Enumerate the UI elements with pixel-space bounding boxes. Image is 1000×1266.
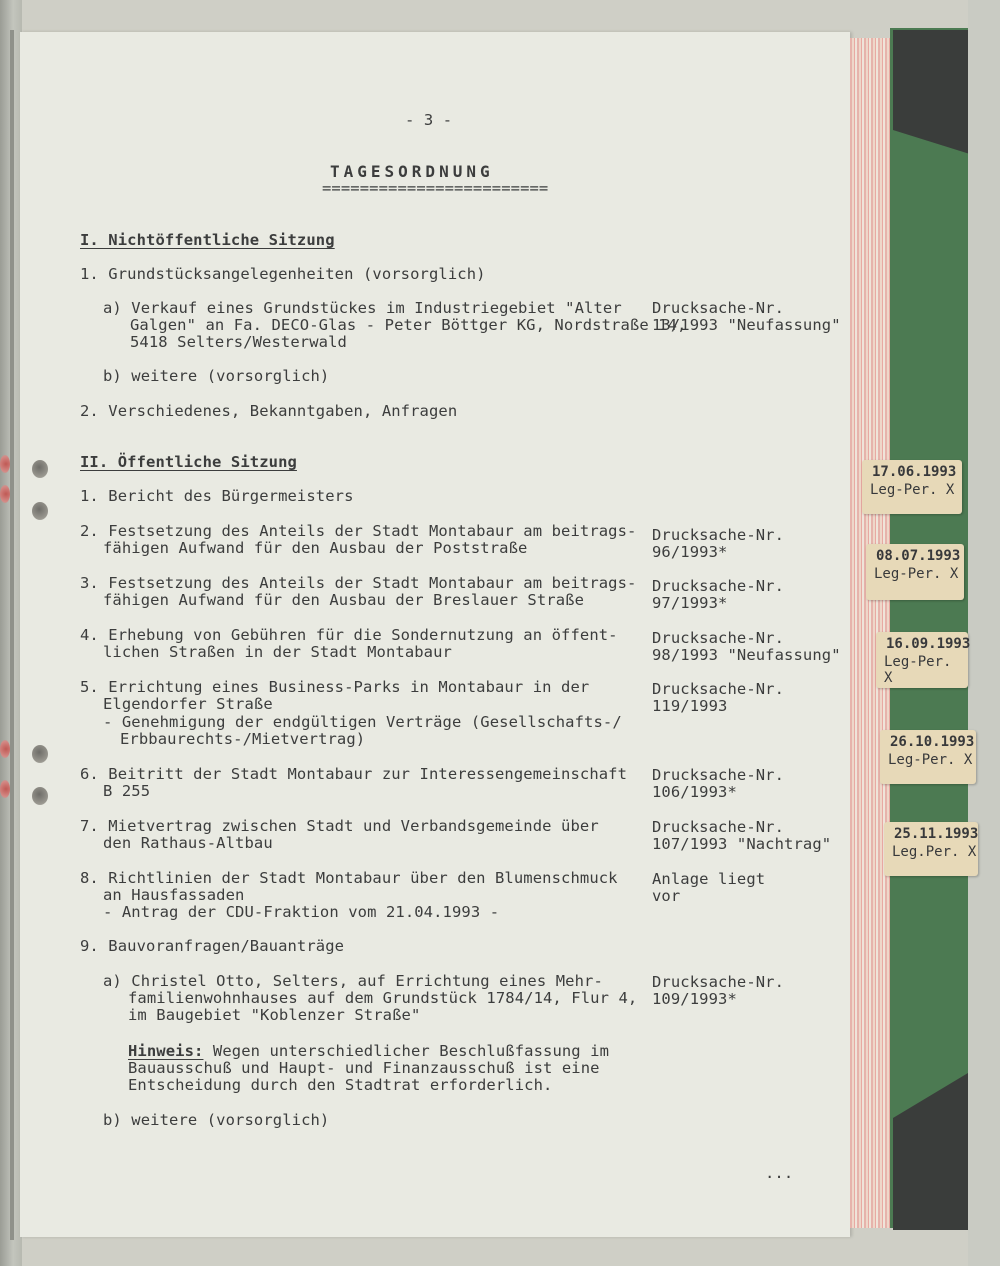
document-reference: 107/1993 "Nachtrag" (652, 835, 832, 853)
document-reference: 119/1993 (652, 697, 728, 715)
punch-hole (32, 502, 48, 520)
index-tab[interactable] (884, 822, 978, 876)
agenda-item: 1. Bericht des Bürgermeisters (80, 487, 354, 505)
punch-hole (32, 745, 48, 763)
tab-date: 08.07.1993 (876, 548, 961, 564)
agenda-item: 8. Richtlinien der Stadt Montabaur über den Blumenschmuck (80, 869, 618, 887)
tab-label: Leg-Per. X (888, 752, 973, 768)
agenda-title: TAGESORDNUNG (330, 162, 494, 181)
tab-label: Leg.Per. X (892, 844, 977, 860)
agenda-item: 2. Festsetzung des Anteils der Stadt Montabaur am beitrags- (80, 522, 637, 540)
agenda-item-line: Erbbaurechts-/Mietvertrag) (120, 730, 366, 748)
index-tab[interactable] (862, 460, 962, 514)
document-reference: 109/1993* (652, 990, 737, 1008)
agenda-item: 6. Beitritt der Stadt Montabaur zur Interessengemeinschaft (80, 765, 628, 783)
agenda-item-line: lichen Straßen in der Stadt Montabaur (103, 643, 452, 661)
section-heading-public: II. Öffentliche Sitzung (80, 453, 297, 471)
note-line: Bauausschuß und Haupt- und Finanzausschuß ist eine (128, 1059, 600, 1077)
section-heading-nonpublic: I. Nichtöffentliche Sitzung (80, 231, 335, 249)
agenda-item-line: an Hausfassaden (103, 886, 245, 904)
note-text: Wegen unterschiedlicher Beschlußfassung im (203, 1042, 610, 1060)
tab-date: 26.10.1993 (890, 734, 975, 750)
document-reference: 13/1993 "Neufassung" (652, 316, 841, 334)
note-line (128, 1043, 609, 1060)
agenda-item: 4. Erhebung von Gebühren für die Sondernutzung an öffent- (80, 626, 618, 644)
document-reference: Drucksache-Nr. (652, 629, 785, 647)
document-reference: 97/1993* (652, 594, 728, 612)
agenda-subitem-line: Galgen" an Fa. DECO-Glas - Peter Böttger KG, Nordstraße 14, (130, 316, 687, 334)
punch-hole-edge (0, 455, 10, 473)
tab-date: 25.11.1993 (894, 826, 979, 842)
continuation-mark: ... (765, 1164, 794, 1182)
agenda-item: 3. Festsetzung des Anteils der Stadt Montabaur am beitrags- (80, 574, 637, 592)
punch-hole-edge (0, 740, 10, 758)
agenda-item-line: fähigen Aufwand für den Ausbau der Poststraße (103, 539, 528, 557)
punch-hole (32, 460, 48, 478)
tab-date: 17.06.1993 (872, 464, 957, 480)
agenda-item: 7. Mietvertrag zwischen Stadt und Verbandsgemeinde über (80, 817, 599, 835)
tab-label: Leg-Per. X (874, 566, 959, 582)
note-line: Entscheidung durch den Stadtrat erforderlich. (128, 1076, 553, 1094)
agenda-subitem: a) Verkauf eines Grundstückes im Industriegebiet "Alter (103, 299, 622, 317)
document-reference: vor (652, 887, 681, 905)
document-reference: Drucksache-Nr. (652, 818, 785, 836)
binder-spine (968, 0, 1000, 1266)
agenda-item-line: B 255 (103, 782, 151, 800)
agenda-subitem: b) weitere (vorsorglich) (103, 367, 330, 385)
note-label: Hinweis: (128, 1042, 204, 1060)
title-underline: ======================== (322, 179, 549, 197)
document-reference: 96/1993* (652, 543, 728, 561)
document-reference: Drucksache-Nr. (652, 577, 785, 595)
agenda-subitem-line: familienwohnhauses auf dem Grundstück 1784/14, Flur 4, (128, 989, 638, 1007)
agenda-item-line: - Antrag der CDU-Fraktion vom 21.04.1993 - (103, 903, 500, 921)
agenda-item: 9. Bauvoranfragen/Bauanträge (80, 937, 345, 955)
agenda-item-line: fähigen Aufwand für den Ausbau der Breslauer Straße (103, 591, 585, 609)
tab-label: Leg-Per. X (870, 482, 955, 498)
agenda-item-line: - Genehmigung der endgültigen Verträge (Gesellschafts-/ (103, 713, 622, 731)
document-reference: 106/1993* (652, 783, 737, 801)
document-reference: Drucksache-Nr. (652, 526, 785, 544)
index-tab[interactable] (866, 544, 964, 600)
tab-label: Leg-Per. X (884, 654, 952, 686)
document-reference: 98/1993 "Neufassung" (652, 646, 841, 664)
page-number: - 3 - (405, 111, 453, 129)
document-reference: Drucksache-Nr. (652, 973, 785, 991)
punch-hole-edge (0, 485, 10, 503)
document-reference: Drucksache-Nr. (652, 299, 785, 317)
agenda-item: 1. Grundstücksangelegenheiten (vorsorglich) (80, 265, 486, 283)
tab-date: 16.09.1993 (886, 636, 971, 652)
index-tab[interactable] (880, 730, 976, 784)
agenda-subitem: b) weitere (vorsorglich) (103, 1111, 330, 1129)
agenda-subitem-line: 5418 Selters/Westerwald (130, 333, 347, 351)
punch-hole-edge (0, 780, 10, 798)
index-tab[interactable] (876, 632, 971, 688)
binder-edge (10, 30, 14, 1240)
document-reference: Anlage liegt (652, 870, 766, 888)
document-reference: Drucksache-Nr. (652, 766, 785, 784)
binder-cover (888, 28, 973, 1228)
agenda-subitem: a) Christel Otto, Selters, auf Errichtung eines Mehr- (103, 972, 603, 990)
agenda-subitem-line: im Baugebiet "Koblenzer Straße" (128, 1006, 421, 1024)
punch-hole (32, 787, 48, 805)
agenda-item: 2. Verschiedenes, Bekanntgaben, Anfragen (80, 402, 458, 420)
document-reference: Drucksache-Nr. (652, 680, 785, 698)
agenda-item-line: Elgendorfer Straße (103, 695, 273, 713)
agenda-item-line: den Rathaus-Altbau (103, 834, 273, 852)
agenda-item: 5. Errichtung eines Business-Parks in Montabaur in der (80, 678, 590, 696)
